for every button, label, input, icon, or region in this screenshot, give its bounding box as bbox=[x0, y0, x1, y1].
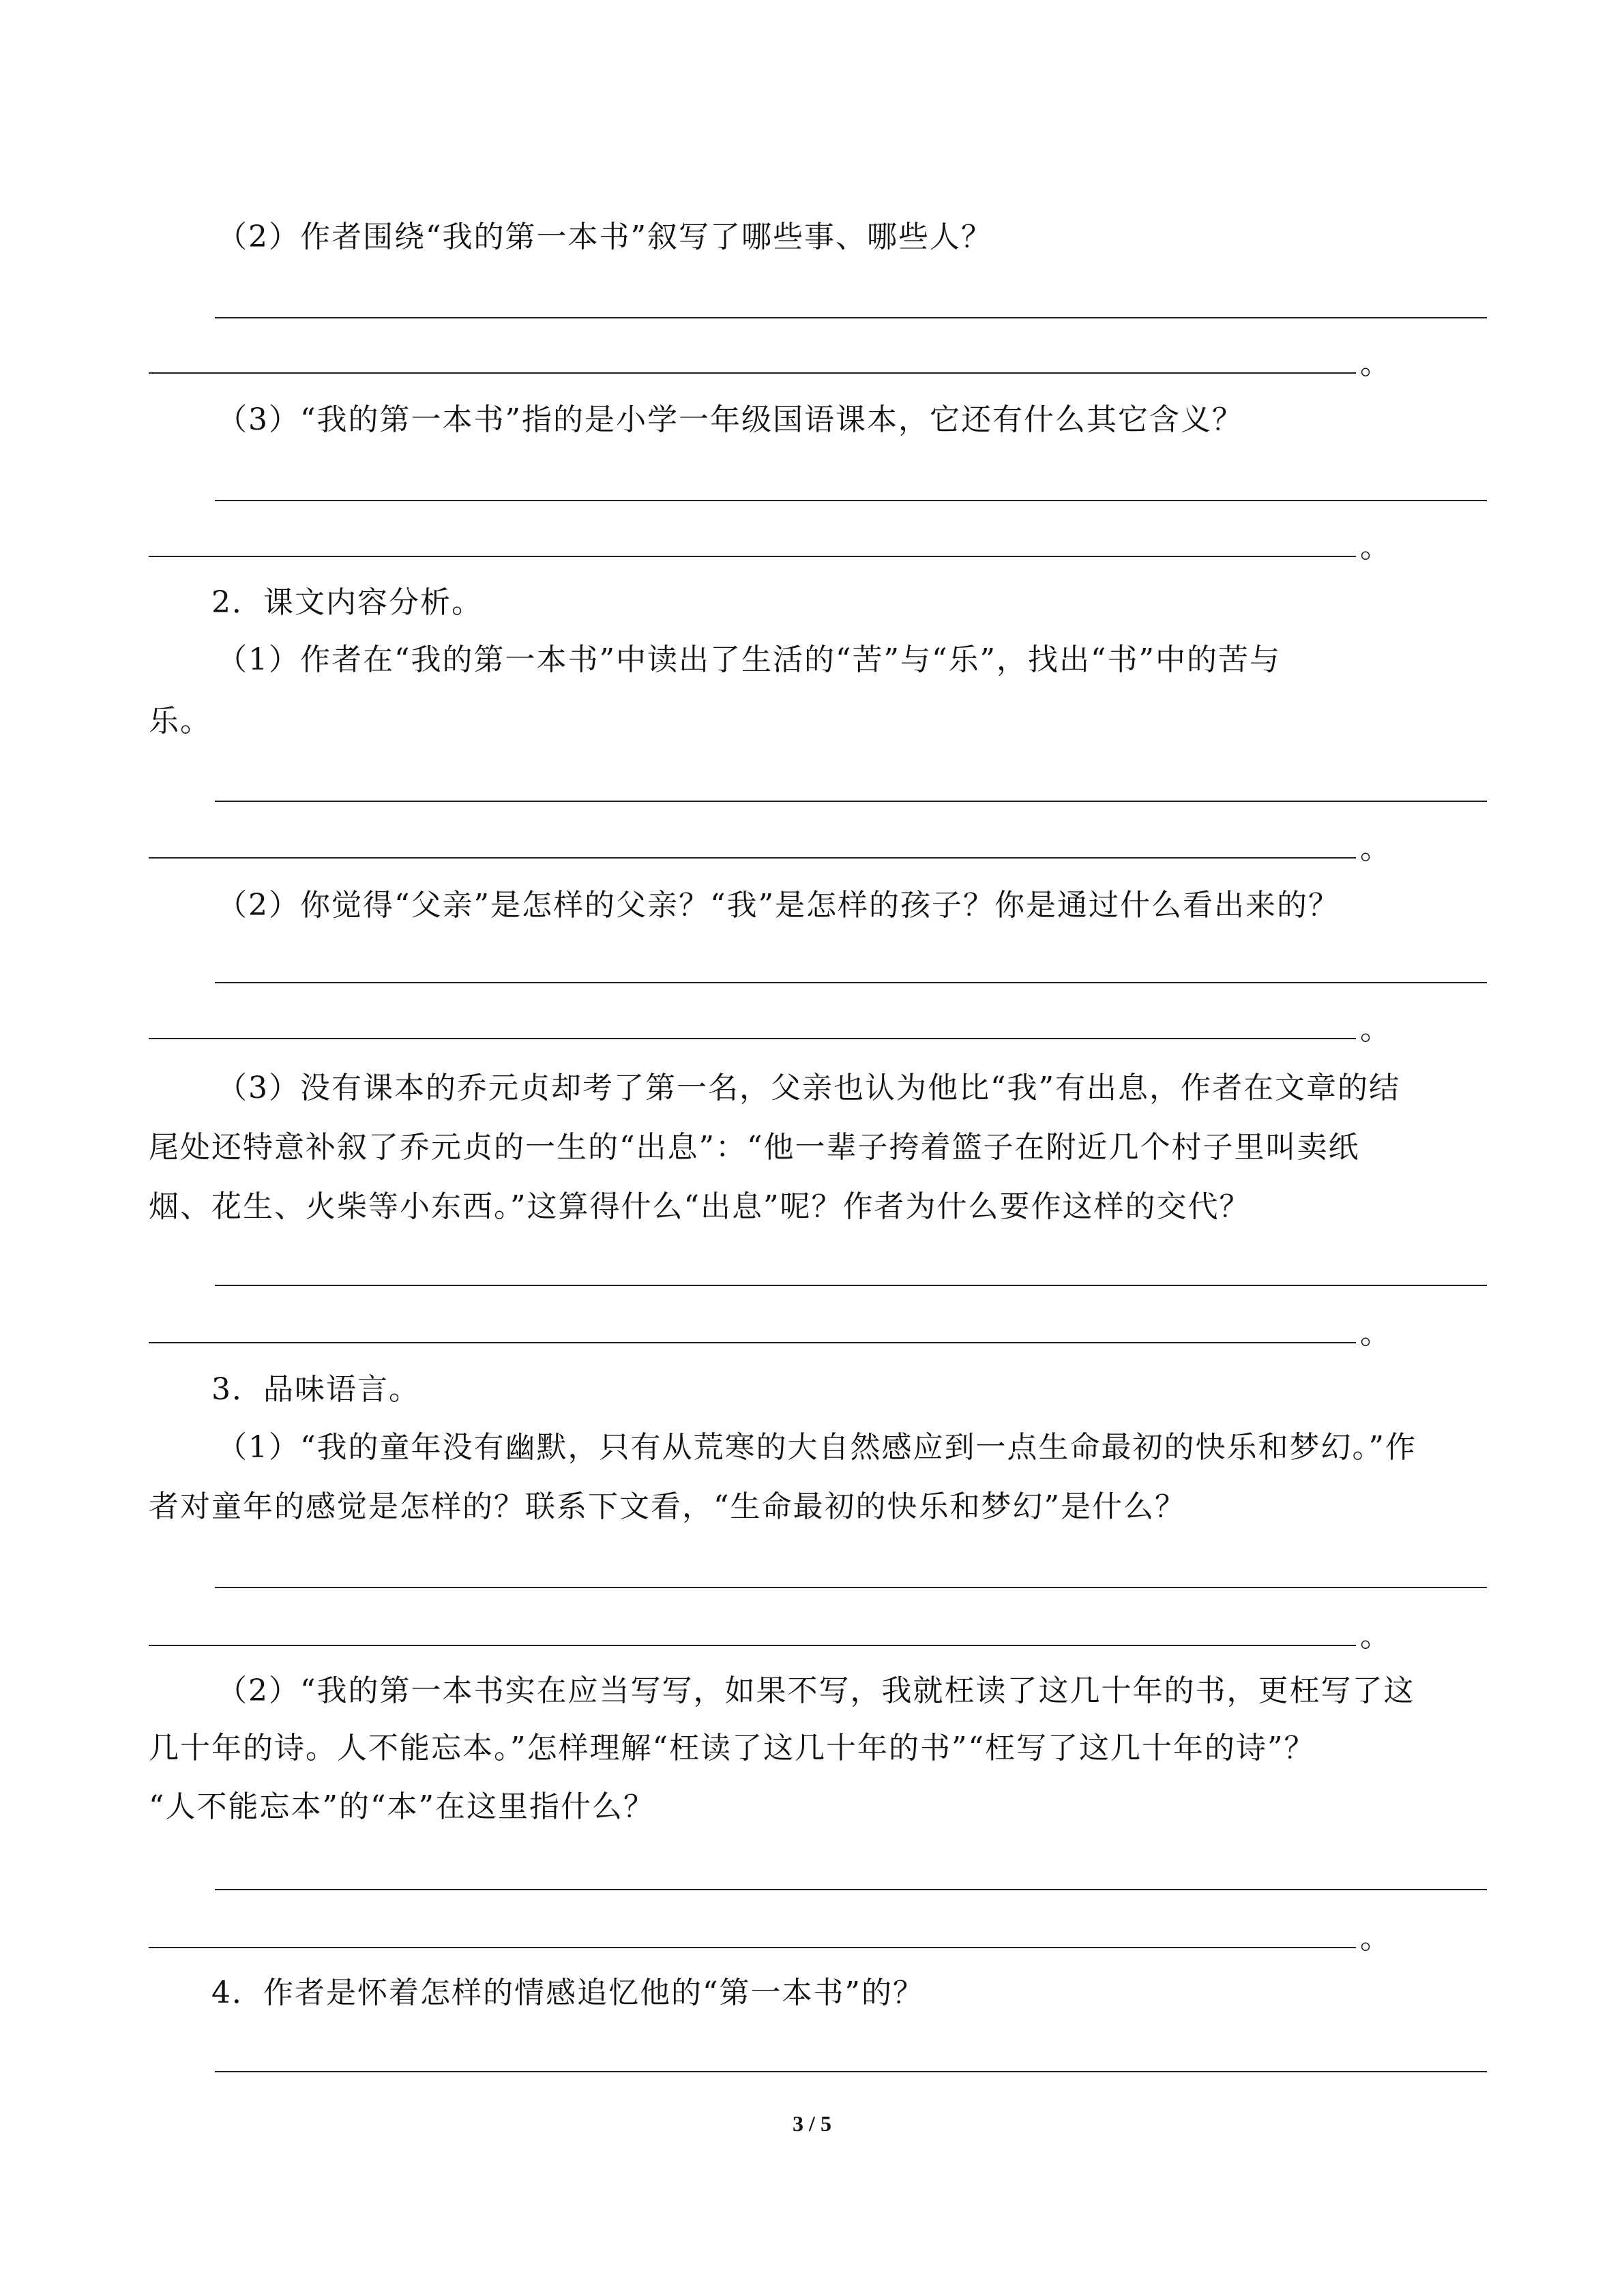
section-3-title: 3．品味语言。 bbox=[211, 1372, 420, 1407]
question-2-1: （1）作者在“我的第一本书”中读出了生活的“苦”与“乐”，找出“书”中的苦与 bbox=[217, 642, 1281, 677]
answer-line[interactable] bbox=[149, 857, 1356, 859]
answer-line[interactable] bbox=[215, 1587, 1487, 1588]
answer-line[interactable] bbox=[215, 1285, 1487, 1286]
answer-line[interactable] bbox=[215, 317, 1487, 318]
answer-end-mark: 。 bbox=[1360, 1619, 1390, 1654]
answer-line[interactable] bbox=[215, 801, 1487, 802]
question-2-2: （2）你觉得“父亲”是怎样的父亲？“我”是怎样的孩子？你是通过什么看出来的？ bbox=[217, 888, 1340, 923]
answer-line[interactable] bbox=[149, 1038, 1356, 1039]
question-2-1-cont: 乐。 bbox=[149, 704, 211, 739]
question-2-3: （3）没有课本的乔元贞却考了第一名，父亲也认为他比“我”有出息，作者在文章的结 bbox=[217, 1071, 1400, 1105]
question-3-2-cont: 几十年的诗。人不能忘本。”怎样理解“枉读了这几十年的书”“枉写了这几十年的诗”？ bbox=[149, 1731, 1316, 1765]
question-3-1: （1）“我的童年没有幽默，只有从荒寒的大自然感应到一点生命最初的快乐和梦幻。”作 bbox=[217, 1430, 1417, 1465]
answer-end-mark: 。 bbox=[1360, 1012, 1390, 1047]
answer-line[interactable] bbox=[149, 1947, 1356, 1948]
answer-end-mark: 。 bbox=[1360, 1316, 1390, 1351]
question-2-3-cont: 尾处还特意补叙了乔元贞的一生的“出息”：“他一辈子挎着篮子在附近几个村子里叫卖纸 bbox=[149, 1130, 1360, 1165]
page-number: 3 / 5 bbox=[793, 2111, 831, 2136]
answer-line[interactable] bbox=[215, 1889, 1487, 1890]
answer-end-mark: 。 bbox=[1360, 1921, 1390, 1956]
section-4-title: 4．作者是怀着怎样的情感追忆他的“第一本书”的？ bbox=[211, 1976, 924, 2010]
question-1-3: （3）“我的第一本书”指的是小学一年级国语课本，它还有什么其它含义？ bbox=[217, 402, 1243, 437]
answer-line[interactable] bbox=[149, 556, 1356, 557]
answer-line[interactable] bbox=[215, 500, 1487, 501]
answer-end-mark: 。 bbox=[1360, 530, 1390, 565]
answer-line[interactable] bbox=[149, 1342, 1356, 1343]
answer-line[interactable] bbox=[149, 372, 1356, 374]
question-1-2: （2）作者围绕“我的第一本书”叙写了哪些事、哪些人？ bbox=[217, 220, 992, 254]
answer-end-mark: 。 bbox=[1360, 346, 1390, 381]
question-3-2-cont: “人不能忘本”的“本”在这里指什么？ bbox=[149, 1789, 655, 1824]
answer-line[interactable] bbox=[215, 982, 1487, 983]
question-3-1-cont: 者对童年的感觉是怎样的？联系下文看，“生命最初的快乐和梦幻”是什么？ bbox=[149, 1489, 1186, 1524]
section-2-title: 2．课文内容分析。 bbox=[211, 585, 483, 620]
answer-end-mark: 。 bbox=[1360, 831, 1390, 866]
question-3-2: （2）“我的第一本书实在应当写写，如果不写，我就枉读了这几十年的书，更枉写了这 bbox=[217, 1673, 1415, 1708]
answer-line[interactable] bbox=[149, 1645, 1356, 1646]
answer-line[interactable] bbox=[215, 2071, 1487, 2072]
question-2-3-cont: 烟、花生、火柴等小东西。”这算得什么“出息”呢？作者为什么要作这样的交代？ bbox=[149, 1189, 1251, 1224]
